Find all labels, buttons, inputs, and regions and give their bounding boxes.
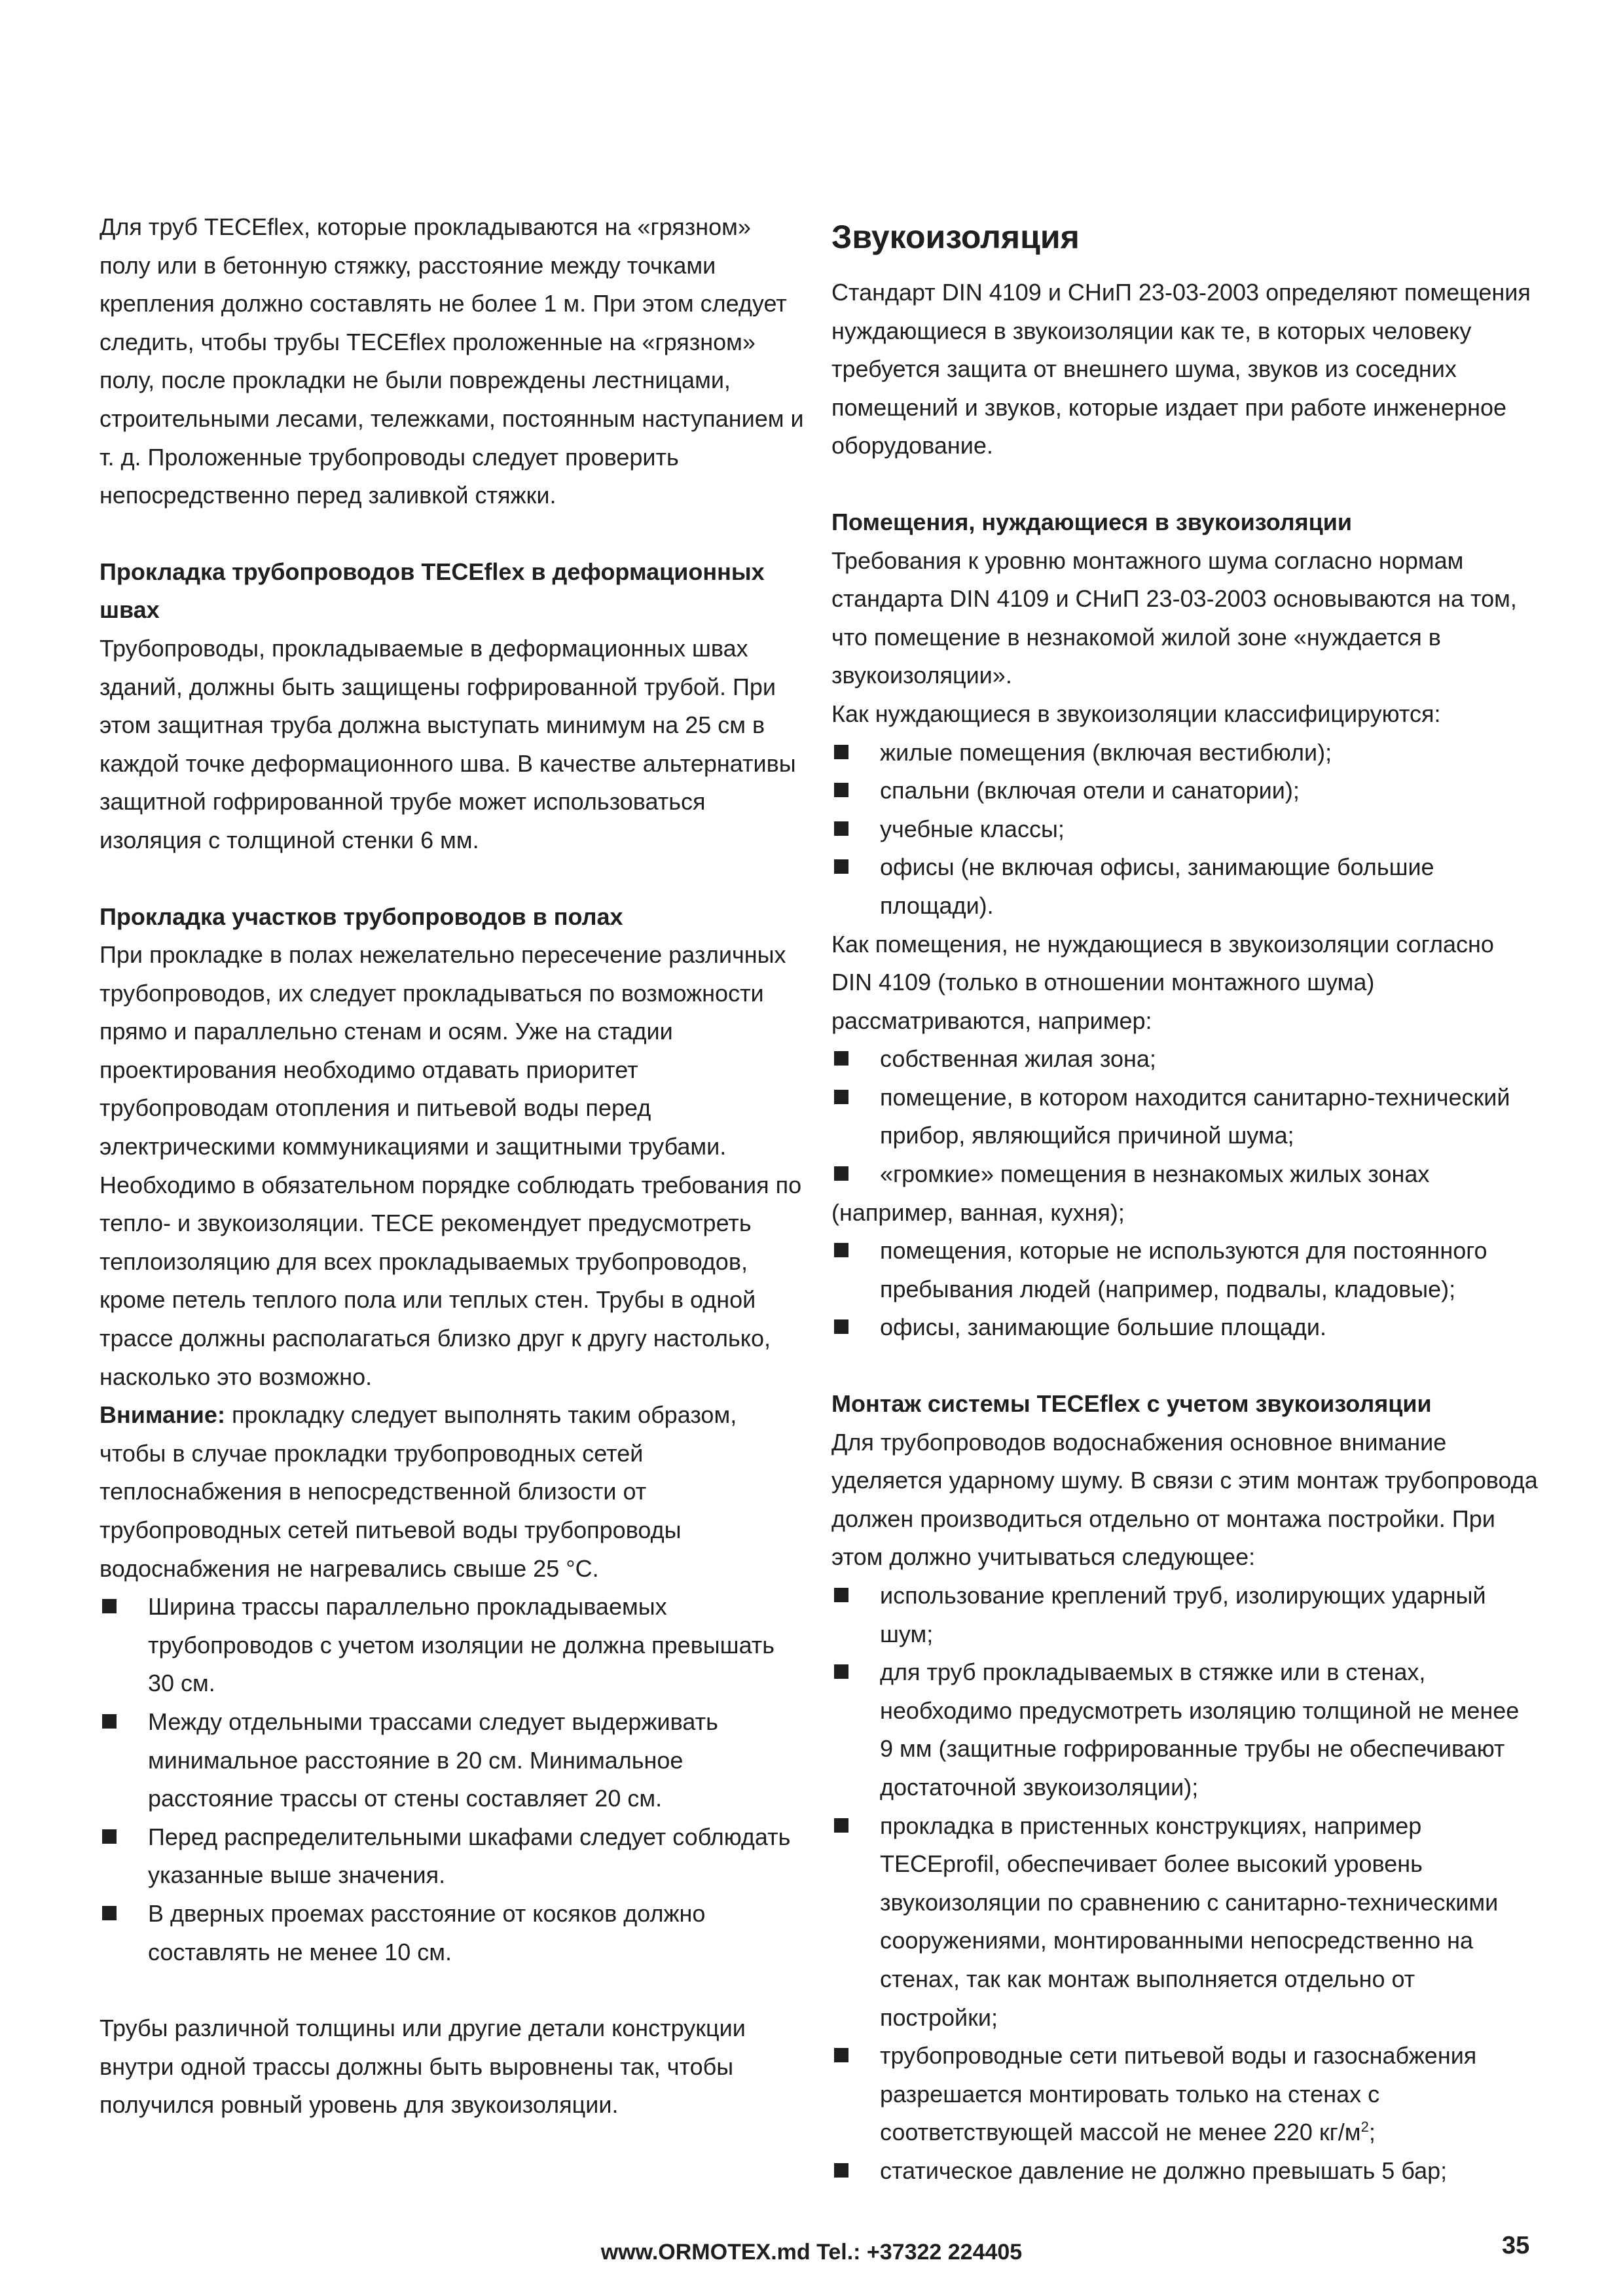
list-item-end: ; bbox=[1368, 2119, 1376, 2146]
list-item: Между отдельными трассами следует выдерживать минимальное расстояние в 20 см. Минимальное расстояние трассы от стены составляет 20 см. bbox=[100, 1703, 807, 1818]
paragraph: Трубы различной толщины или другие детали конструкции внутри одной трассы должны быть выровнены так, чтобы получился ровный уровень для звукоизоляции. bbox=[100, 2015, 746, 2119]
list-item: помещение, в котором находится санитарно-технический прибор, являющийся причиной шума; bbox=[831, 1079, 1539, 1155]
section-heading: Помещения, нуждающиеся в звукоизоляции bbox=[831, 508, 1353, 535]
page-title: Звукоизоляция bbox=[831, 219, 1080, 255]
paragraph: (например, ванная, кухня); bbox=[831, 1198, 1125, 1226]
section-heading: Прокладка участков трубопроводов в полах bbox=[100, 903, 623, 930]
paragraph: Требования к уровню монтажного шума согласно нормам стандарта DIN 4109 и СНиП 23-03-2003 основываются на том, что помещение в незнакомой жилой зоне «нуждается в звукоизоляции». bbox=[831, 547, 1517, 689]
right-column bbox=[831, 208, 1539, 2191]
attention-text: прокладку следует выполнять таким образом, чтобы в случае прокладки трубопроводных сетей теплоснабжения в непосредственной близости от трубопроводных сетей питьевой воды трубопроводы водоснабжения не нагревались свыше 25 °С. bbox=[100, 1401, 737, 1582]
list-item: Ширина трассы параллельно прокладываемых трубопроводов с учетом изоляции не должна превышать 30 см. bbox=[100, 1588, 807, 1703]
paragraph: Как помещения, не нуждающиеся в звукоизоляции согласно DIN 4109 (только в отношении монтажного шума) рассматриваются, например: bbox=[831, 930, 1494, 1034]
page-number: 35 bbox=[1502, 2232, 1530, 2259]
paragraph: При прокладке в полах нежелательно пересечение различных трубопроводов, их следует прокладываться по возможности прямо и параллельно стенам и осям. Уже на стадии проектирования необходимо отдавать приоритет трубопроводам отопления и питьевой воды перед электрическими коммуникациями и защитными трубами. Необходимо в обязательном порядке соблюдать требования по тепло- и звукоизоляции. ТЕСЕ рекомендует предусмотреть теплоизоляцию для всех прокладываемых трубопроводов, кроме петель теплого пола или теплых стен. Трубы в одной трассе должны располагаться близко друг к другу настолько, насколько это возможно. bbox=[100, 941, 802, 1390]
section-heading: Монтаж системы TECEflex с учетом звукоизоляции bbox=[831, 1390, 1432, 1418]
list-item-text: трубопроводные сети питьевой воды и газоснабжения разрешается монтировать только на стенах с соответствующей массой не менее 220 кг/м bbox=[880, 2042, 1477, 2146]
paragraph: Для трубопроводов водоснабжения основное внимание уделяется ударному шуму. В связи с этим монтаж трубопровода должен производиться отдельно от монтажа постройки. При этом должно учитываться следующее: bbox=[831, 1428, 1538, 1571]
bullet-list bbox=[831, 1040, 1539, 1193]
section-heading: Прокладка трубопроводов TECEflex в деформационных швах bbox=[100, 558, 765, 624]
attention-paragraph bbox=[100, 1396, 807, 1588]
list-item: учебные классы; bbox=[831, 810, 1539, 849]
list-item: офисы (не включая офисы, занимающие большие площади). bbox=[831, 848, 1539, 925]
paragraph: Стандарт DIN 4109 и СНиП 23-03-2003 определяют помещения нуждающиеся в звукоизоляции как те, в которых человеку требуется защита от внешнего шума, звуков из соседних помещений и звуков, которые издает при работе инженерное оборудование. bbox=[831, 279, 1531, 459]
list-item: прокладка в пристенных конструкциях, например TECEprofil, обеспечивает более высокий уровень звукоизоляции по сравнению с санитарно-техническими сооружениями, монтированными непосредственно на стенах, так как монтаж выполняется отдельно от постройки; bbox=[831, 1807, 1539, 2037]
footer-contact: www.ORMOTEX.md Tel.: +37322 224405 bbox=[600, 2240, 1023, 2265]
superscript: 2 bbox=[1360, 2119, 1369, 2136]
list-item: помещения, которые не используются для постоянного пребывания людей (например, подвалы, кладовые); bbox=[831, 1232, 1539, 1308]
bullet-list bbox=[831, 1577, 1539, 2191]
list-item: статическое давление не должно превышать 5 бар; bbox=[831, 2152, 1539, 2191]
attention-label: Внимание: bbox=[100, 1401, 225, 1429]
bullet-list bbox=[831, 1232, 1539, 1347]
bullet-list bbox=[100, 1588, 807, 1971]
list-item: «громкие» помещения в незнакомых жилых зонах bbox=[831, 1155, 1539, 1194]
list-item: использование креплений труб, изолирующих ударный шум; bbox=[831, 1577, 1539, 1653]
list-item: для труб прокладываемых в стяжке или в стенах, необходимо предусмотреть изоляцию толщиной не менее 9 мм (защитные гофрированные трубы не обеспечивают достаточной звукоизоляции); bbox=[831, 1653, 1539, 1806]
list-item: Перед распределительными шкафами следует соблюдать указанные выше значения. bbox=[100, 1818, 807, 1895]
paragraph: Для труб TECEflex, которые прокладываются на «грязном» полу или в бетонную стяжку, расстояние между точками крепления должно составлять не более 1 м. При этом следует следить, чтобы трубы TECEflex проложенные на «грязном» полу, после прокладки не были повреждены лестницами, строительными лесами, тележками, постоянным наступанием и т. д. Проложенные трубопроводы следует проверить непосредственно перед заливкой стяжки. bbox=[100, 213, 804, 509]
list-item bbox=[831, 2037, 1539, 2152]
list-item: собственная жилая зона; bbox=[831, 1040, 1539, 1079]
list-item: жилые помещения (включая вестибюли); bbox=[831, 734, 1539, 772]
paragraph: Трубопроводы, прокладываемые в деформационных швах зданий, должны быть защищены гофрированной трубой. При этом защитная труба должна выступать минимум на 25 см в каждой точке деформационного шва. В качестве альтернативы защитной гофрированной трубе может использоваться изоляция с толщиной стенки 6 мм. bbox=[100, 634, 796, 853]
bullet-list bbox=[831, 734, 1539, 925]
paragraph: Как нуждающиеся в звукоизоляции классифицируются: bbox=[831, 700, 1441, 727]
list-item: спальни (включая отели и санатории); bbox=[831, 772, 1539, 810]
left-column bbox=[100, 208, 807, 2125]
list-item: офисы, занимающие большие площади. bbox=[831, 1308, 1539, 1347]
list-item: В дверных проемах расстояние от косяков должно составлять не менее 10 см. bbox=[100, 1895, 807, 1971]
